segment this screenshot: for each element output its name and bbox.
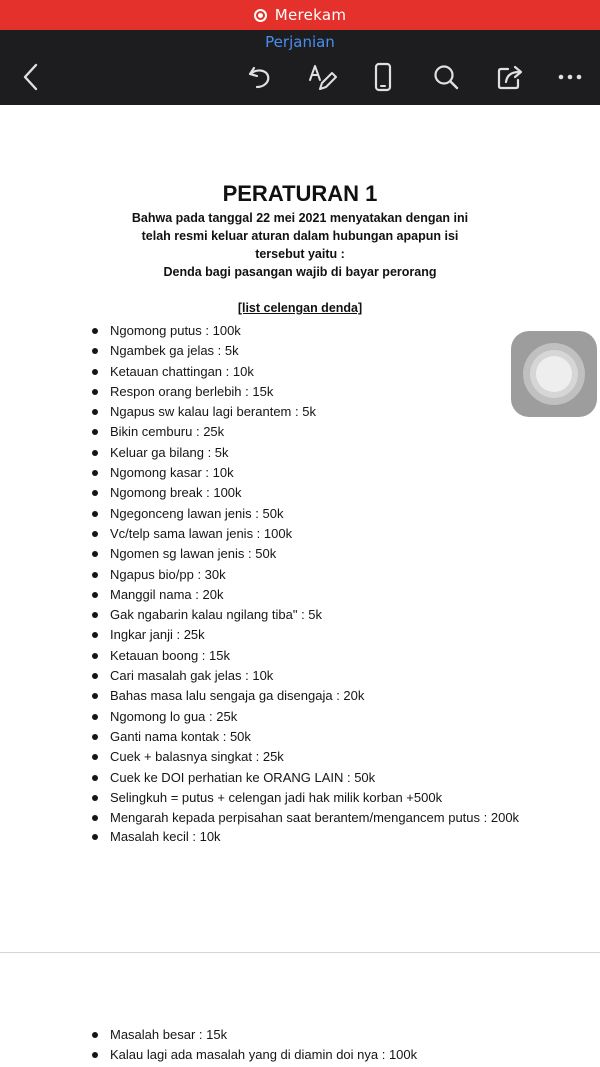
fine-item: Ngapus bio/pp : 30k	[90, 565, 540, 585]
share-icon[interactable]	[494, 60, 526, 94]
fine-item: Ngomong putus : 100k	[90, 321, 540, 341]
back-icon[interactable]	[16, 60, 46, 94]
document-page-2[interactable]	[0, 953, 600, 1067]
fine-item: Cuek ke DOI perhatian ke ORANG LAIN : 50k	[90, 768, 540, 788]
fine-list-heading: [list celengan denda]	[237, 301, 363, 315]
fine-item: Ketauan boong : 15k	[90, 646, 540, 666]
fine-list-continued	[90, 1025, 540, 1066]
fine-item: Gak ngabarin kalau ngilang tiba" : 5k	[90, 605, 540, 625]
fine-list	[90, 321, 540, 847]
record-icon	[254, 9, 267, 22]
undo-icon[interactable]	[245, 60, 275, 94]
fine-item: Ngegonceng lawan jenis : 50k	[90, 504, 540, 524]
fine-item: Ganti nama kontak : 50k	[90, 727, 540, 747]
assistive-touch-icon	[523, 343, 585, 405]
fine-item: Ngomong kasar : 10k	[90, 463, 540, 483]
fine-item: Ngapus sw kalau lagi berantem : 5k	[90, 402, 540, 422]
document-heading: PERATURAN 1	[222, 181, 378, 206]
document-title[interactable]: Perjanian	[265, 33, 335, 51]
fine-item: Manggil nama : 20k	[90, 585, 540, 605]
document-toolbar	[0, 30, 600, 105]
intro-line: tersebut yaitu :	[255, 247, 345, 261]
fine-item: Ngambek ga jelas : 5k	[90, 341, 540, 361]
assistive-touch-button[interactable]	[511, 331, 597, 417]
fine-item: Mengarah kepada perpisahan saat berantem/mengancem putus : 200k	[90, 808, 540, 827]
document-page-1[interactable]	[0, 105, 600, 955]
fine-item: Ngomong lo gua : 25k	[90, 707, 540, 727]
fine-item: Keluar ga bilang : 5k	[90, 443, 540, 463]
intro-line: Denda bagi pasangan wajib di bayar perorang	[163, 265, 437, 279]
fine-item: Ketauan chattingan : 10k	[90, 362, 540, 382]
fine-item: Kalau lagi ada masalah yang di diamin doi nya : 100k	[90, 1045, 540, 1065]
fine-item: Masalah besar : 15k	[90, 1025, 540, 1045]
fine-item: Bikin cemburu : 25k	[90, 422, 540, 442]
fine-item: Ingkar janji : 25k	[90, 625, 540, 645]
search-icon[interactable]	[430, 60, 462, 94]
document-intro	[70, 209, 530, 281]
intro-line: telah resmi keluar aturan dalam hubungan apapun isi	[141, 229, 459, 243]
text-markup-icon[interactable]	[306, 60, 338, 94]
fine-item: Ngomong break : 100k	[90, 483, 540, 503]
fine-item: Masalah kecil : 10k	[90, 827, 540, 847]
screen-recording-bar[interactable]	[0, 0, 600, 30]
more-icon[interactable]	[555, 60, 585, 94]
intro-line: Bahwa pada tanggal 22 mei 2021 menyatakan dengan ini	[131, 211, 469, 225]
recording-label: Merekam	[274, 6, 347, 24]
fine-item: Cuek + balasnya singkat : 25k	[90, 747, 540, 767]
fine-item: Selingkuh = putus + celengan jadi hak milik korban +500k	[90, 788, 540, 808]
fine-item: Vc/telp sama lawan jenis : 100k	[90, 524, 540, 544]
fine-item: Bahas masa lalu sengaja ga disengaja : 20k	[90, 686, 540, 706]
fine-item: Respon orang berlebih : 15k	[90, 382, 540, 402]
reader-mode-icon[interactable]	[369, 60, 397, 94]
fine-item: Ngomen sg lawan jenis : 50k	[90, 544, 540, 564]
fine-item: Cari masalah gak jelas : 10k	[90, 666, 540, 686]
